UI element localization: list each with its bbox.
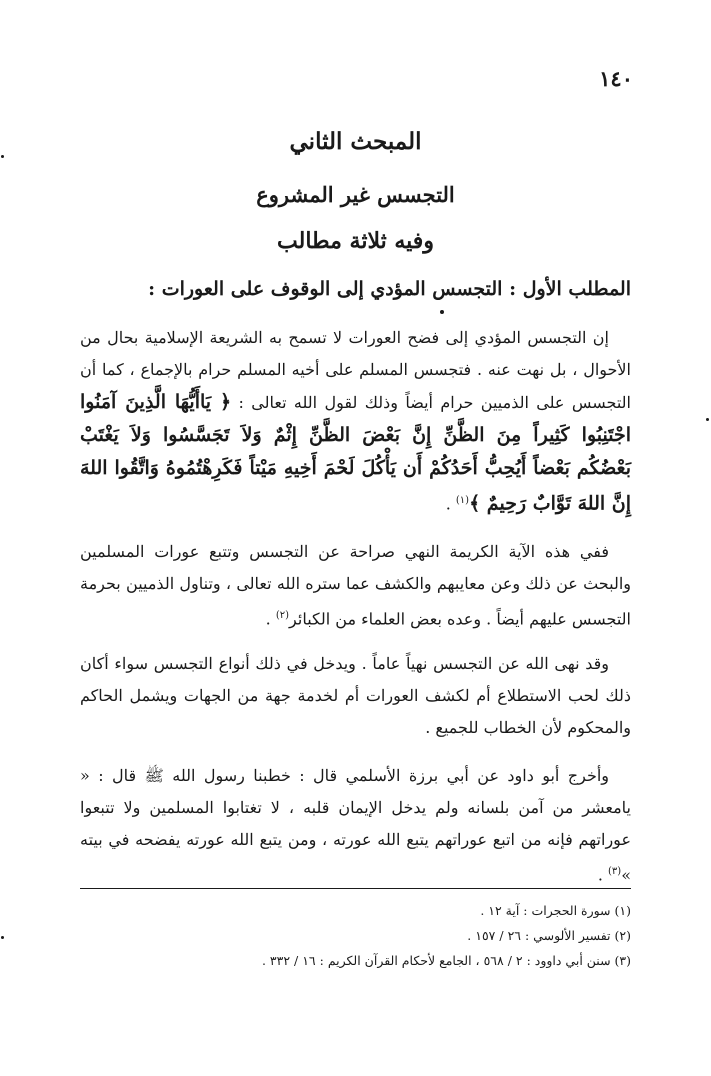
sentence-end: . [445,494,456,514]
footnote-ref: (٢) [275,610,290,621]
section-heading: المبحث الثاني [289,128,422,155]
footnote-ref: (٣) [608,866,622,877]
sentence-end: . [597,865,609,885]
footnote-item: (٣) سنن أبي داوود : ٢ / ٥٦٨ ، الجامع لأحكام القرآن الكريم : ١٦ / ٣٣٢ . [261,953,631,968]
quran-verse: ﴿ يَاأَيُّهَا الَّذِينَ آمَنُوا اجْتَنِبُوا كَثِيراً مِنَ الظَّنِّ إِنَّ بَعْضَ الظَّنِّ إِثْمٌ وَلاَ تَجَسَّسُوا وَلاَ يَغْتَبْ بَعْضُكُم بَعْضاً أَيُحِبُّ أَحَدُكُمْ أَن يَأْكُلَ لَحْمَ أَخِيهِ مَيْتاً فَكَرِهْتُمُوهُ وَاتَّقُوا اللهَ إِنَّ اللهَ تَوَّابٌ رَحِيمٌ ﴾ [80,391,631,515]
paragraph-text: وقد نهى الله عن التجسس نهياً عاماً . ويدخل في ذلك أنواع التجسس سواء أكان ذلك لحب الاستطلاع أم لكشف العورات أم لخدمة جهة من الجهات ويشمل الحاكم والمحكوم لأن الخطاب للجميع . [80,654,631,737]
paragraph-general-prohibition [80,648,631,744]
paragraph-text: ففي هذه الآية الكريمة النهي صراحة عن التجسس وتتبع عورات المسلمين والبحث عن ذلك وعن معايبهم والكشف عما ستره الله تعالى ، وتناول الذميين بحرمة التجسس عليهم أيضاً . وعده بعض العلماء من الكبائر [80,542,631,629]
scan-mark [706,418,709,421]
paragraph-text: وأخرج أبو داود عن أبي برزة الأسلمي قال : خطبنا رسول الله ﷺ قال : « يامعشر من آمن بلسانه ولم يدخل الإيمان قلبه ، لا تغتابوا المسلمين ولا تتبعوا عوراتهم فإنه من اتبع عوراتهم يتبع الله عورته ، ومن يتبع الله عورته يفضحه في بيته » [80,766,631,885]
paragraph-hadith [80,760,631,891]
paragraph-intro [80,322,631,520]
footnotes [80,898,631,973]
footnote-item: (٢) تفسير الألوسي : ٢٦ / ١٥٧ . [467,928,631,943]
footnote-divider [80,888,631,889]
scan-mark [1,936,4,939]
paragraph-text: إن التجسس المؤدي إلى فضح العورات لا تسمح به الشريعة الإسلامية بحال من الأحوال ، بل نهت عنه . فتجسس المسلم على أخيه المسلم حرام بالإجماع ، كما أن التجسس على الذميين حرام أيضاً وذلك لقول الله تعالى : [80,328,632,412]
scan-mark [1,155,4,158]
section-contents-heading: وفيه ثلاثة مطالب [277,228,434,254]
footnote-item: (١) سورة الحجرات : آية ١٢ . [480,903,631,918]
ink-dot [440,310,444,314]
paragraph-commentary [80,536,631,635]
page-number: ١٤٠ [599,66,633,91]
footnote-ref: (١) [455,495,470,506]
sentence-end: . [265,609,276,629]
section-subtitle: التجسس غير المشروع [256,182,455,207]
subsection-title: المطلب الأول : التجسس المؤدي إلى الوقوف على العورات : [148,278,631,300]
